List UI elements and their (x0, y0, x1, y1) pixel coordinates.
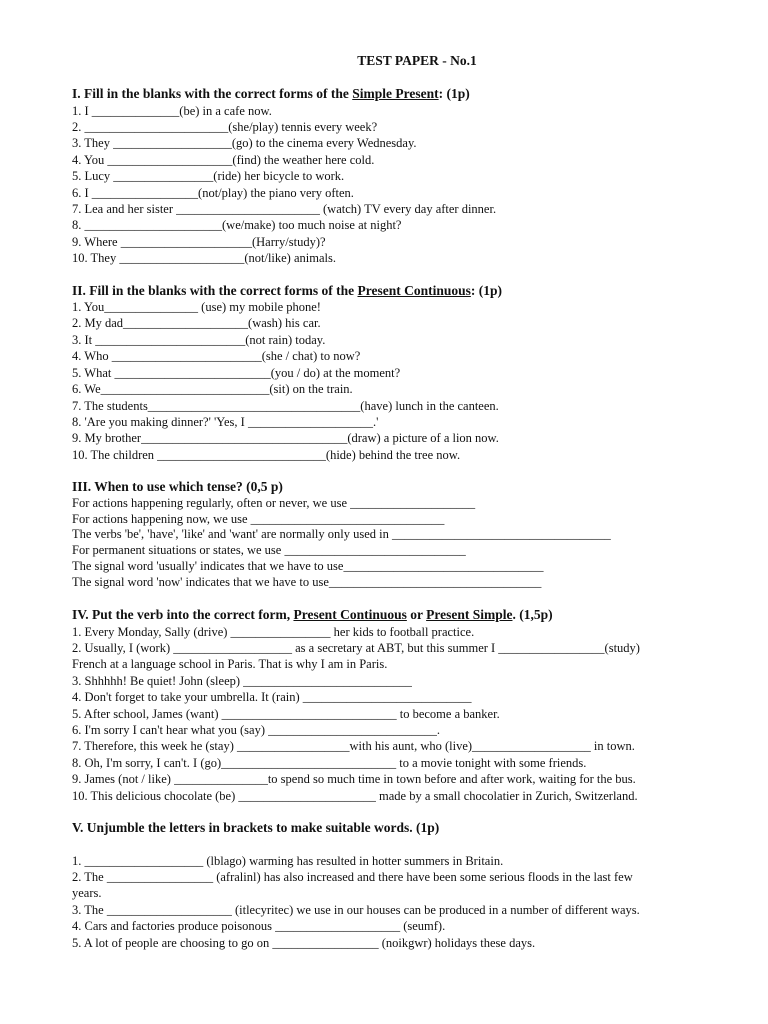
exercise-line: 3. The ____________________ (itlecyritec) we use in our houses can be produced in a number of different ways. (72, 902, 640, 917)
exercise-line: 6. We___________________________(sit) on the train. (72, 382, 353, 397)
heading-prefix: I. Fill in the blanks with the correct forms of the (72, 86, 353, 101)
exercise-line: 3. They ___________________(go) to the cinema every Wednesday. (72, 136, 417, 151)
exercise-line: 4. Cars and factories produce poisonous ____________________ (seumf). (72, 919, 446, 934)
exercise-line: 8. Oh, I'm sorry, I can't. I (go)____________________________ to a movie tonight with some friends. (72, 755, 587, 770)
exercise-line: 1. Every Monday, Sally (drive) ________________ her kids to football practice. (72, 624, 475, 639)
test-paper (72, 52, 722, 951)
section-heading (72, 86, 722, 103)
section-simple-present (72, 86, 722, 267)
section-which-tense (72, 479, 722, 591)
section-heading: V. Unjumble the letters in brackets to make suitable words. (1p) (72, 820, 440, 836)
section-present-continuous (72, 283, 722, 464)
exercise-line: 5. A lot of people are choosing to go on _________________ (noikgwr) holidays these days. (72, 935, 536, 950)
exercise-line: French at a language school in Paris. That is why I am in Paris. (72, 657, 388, 672)
exercise-line: 4. You ____________________(find) the weather here cold. (72, 152, 375, 167)
exercise-line: 6. I _________________(not/play) the piano very often. (72, 185, 354, 200)
exercise-line: 1. I ______________(be) in a cafe now. (72, 103, 272, 118)
exercise-line: 9. James (not / like) _______________to spend so much time in town before and after work, waiting for the bus. (72, 772, 636, 787)
exercise-line: The signal word 'usually' indicates that we have to use________________________________ (72, 559, 544, 574)
spacer (72, 837, 722, 853)
exercise-line: 7. Lea and her sister _______________________ (watch) TV every day after dinner. (72, 201, 497, 216)
heading-suffix: . (1,5p) (512, 607, 553, 623)
exercise-line: 5. What _________________________(you / do) at the moment? (72, 365, 401, 380)
exercise-line: 3. It ________________________(not rain) today. (72, 332, 326, 347)
exercise-line: 10. The children ___________________________(hide) behind the tree now. (72, 447, 461, 462)
section-heading (72, 607, 722, 624)
exercise-line: 6. I'm sorry I can't hear what you (say) ___________________________. (72, 723, 440, 737)
exercise-line: 5. After school, James (want) ____________________________ to become a banker. (72, 706, 500, 721)
exercise-line: For permanent situations or states, we use _____________________________ (72, 543, 466, 558)
heading-tense-continuous: Present Continuous (293, 607, 407, 623)
exercise-line: 8. 'Are you making dinner?' 'Yes, I ____________________.' (72, 414, 379, 429)
exercise-line: 8. ______________________(we/make) too much noise at night? (72, 218, 402, 233)
exercise-line: For actions happening regularly, often or never, we use ____________________ (72, 495, 476, 510)
exercise-line: 1. You_______________ (use) my mobile phone! (72, 300, 321, 315)
exercise-line: 10. This delicious chocolate (be) ______________________ made by a small chocolatier in Zurich, Switzerland. (72, 788, 638, 803)
exercise-line: 5. Lucy ________________(ride) her bicycle to work. (72, 169, 345, 184)
exercise-line: For actions happening now, we use _______________________________ (72, 511, 445, 526)
section-heading: III. When to use which tense? (0,5 p) (72, 479, 283, 495)
exercise-line: 2. My dad____________________(wash) his car. (72, 316, 321, 331)
exercise-line: 1. ___________________ (lblago) warming has resulted in hotter summers in Britain. (72, 853, 504, 868)
exercise-line: 7. The students__________________________________(have) lunch in the canteen. (72, 398, 499, 413)
exercise-line: 2. Usually, I (work) ___________________ as a secretary at ABT, but this summer I _________________(study) (72, 640, 640, 655)
page-title: TEST PAPER - No.1 (357, 53, 477, 68)
exercise-line: 2. _______________________(she/play) tennis every week? (72, 119, 378, 134)
exercise-line: years. (72, 886, 102, 901)
heading-tense-simple: Present Simple (426, 607, 513, 623)
exercise-line: 10. They ____________________(not/like) animals. (72, 251, 336, 266)
section-correct-form (72, 607, 722, 804)
exercise-line: 3. Shhhhh! Be quiet! John (sleep) ___________________________ (72, 673, 412, 688)
heading-prefix: II. Fill in the blanks with the correct forms of the (72, 282, 358, 298)
heading-suffix: : (1p) (438, 86, 470, 101)
heading-or: or (406, 607, 427, 623)
heading-prefix: IV. Put the verb into the correct form, (72, 607, 294, 623)
exercise-line: 4. Who ________________________(she / chat) to now? (72, 349, 361, 364)
exercise-line: 2. The _________________ (afralinl) has also increased and there have been some serious floods in the last few (72, 869, 633, 884)
exercise-line: 7. Therefore, this week he (stay) __________________with his aunt, who (live)___________________ in town. (72, 739, 635, 754)
heading-tense: Simple Present (352, 86, 439, 101)
exercise-line: 9. Where _____________________(Harry/study)? (72, 234, 326, 249)
heading-suffix: : (1p) (470, 282, 503, 298)
exercise-line: 4. Don't forget to take your umbrella. It (rain) ___________________________ (72, 690, 472, 705)
heading-tense: Present Continuous (357, 282, 471, 298)
exercise-line: The signal word 'now' indicates that we have to use__________________________________ (72, 575, 542, 590)
section-unjumble (72, 820, 722, 951)
exercise-line: 9. My brother_________________________________(draw) a picture of a lion now. (72, 431, 499, 446)
exercise-line: The verbs 'be', 'have', 'like' and 'want' are normally only used in ___________________________________ (72, 527, 611, 542)
section-heading (72, 283, 722, 300)
